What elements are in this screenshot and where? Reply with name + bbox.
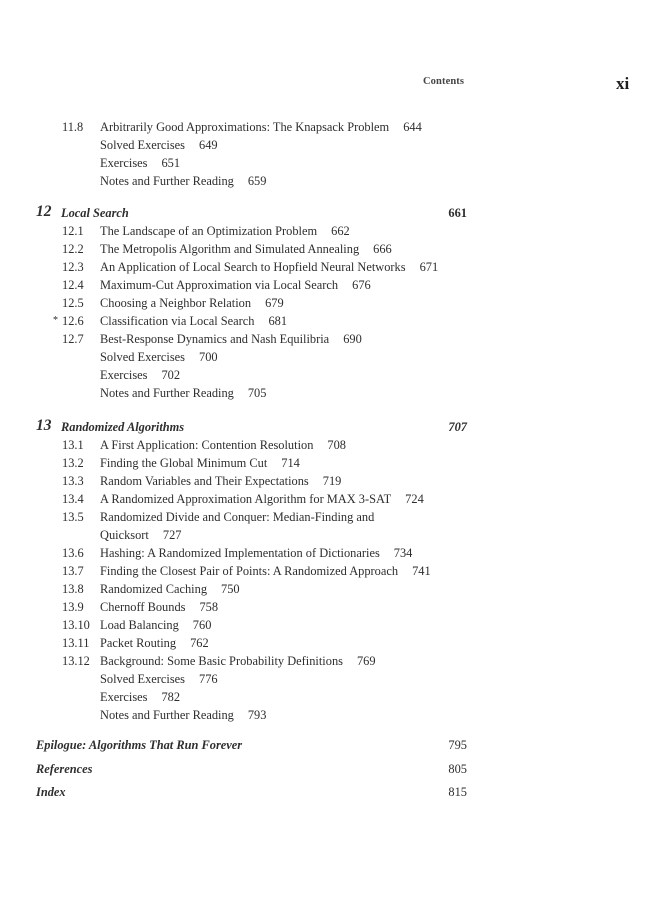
toc-section-13-12[interactable] <box>0 652 660 670</box>
optional-section-star-icon: * <box>53 315 58 326</box>
toc-section-13-7[interactable] <box>0 562 660 580</box>
extra-page: 793 <box>247 708 267 722</box>
chapter-title: Local Search <box>61 206 129 220</box>
toc-section-12-6[interactable] <box>0 312 660 330</box>
extra-page: 776 <box>199 672 218 686</box>
backmatter-page: 805 <box>448 762 467 776</box>
section-number: 12.6 <box>62 314 84 328</box>
running-head <box>0 74 660 94</box>
toc-section-12-1[interactable] <box>0 222 660 240</box>
section-page: 762 <box>190 636 209 650</box>
section-title: Random Variables and Their Expectations <box>100 474 309 488</box>
section-page: 750 <box>221 582 240 596</box>
toc-section-13-5-cont[interactable] <box>0 526 660 544</box>
backmatter-page: 815 <box>448 785 467 799</box>
section-number: 12.1 <box>62 224 84 238</box>
toc-exercises-11[interactable] <box>0 154 660 172</box>
running-head-title: Contents <box>423 76 465 87</box>
backmatter-title: Index <box>36 785 66 799</box>
section-title: Best-Response Dynamics and Nash Equilibria <box>100 332 330 346</box>
toc-solved-exercises-13[interactable] <box>0 670 660 688</box>
section-page: 741 <box>412 564 431 578</box>
toc-solved-exercises-12[interactable] <box>0 348 660 366</box>
section-title: A First Application: Contention Resolution <box>100 438 314 452</box>
extra-title: Solved Exercises <box>100 138 185 152</box>
extra-page: 705 <box>247 386 267 400</box>
toc-section-12-7[interactable] <box>0 330 660 348</box>
extra-title: Exercises <box>100 156 148 170</box>
chapter-number: 13 <box>36 417 52 434</box>
toc-solved-exercises-11[interactable] <box>0 136 660 154</box>
section-page: 714 <box>281 456 300 470</box>
toc-section-13-8[interactable] <box>0 580 660 598</box>
toc-section-13-5[interactable] <box>0 508 660 526</box>
section-title: Classification via Local Search <box>100 314 255 328</box>
section-number: 13.7 <box>62 564 84 578</box>
section-page: 679 <box>265 296 284 310</box>
toc-section-13-1[interactable] <box>0 436 660 454</box>
section-title: A Randomized Approximation Algorithm for MAX 3-SAT <box>100 492 392 506</box>
extra-title: Exercises <box>100 690 148 704</box>
toc-section-13-2[interactable] <box>0 454 660 472</box>
section-title: Hashing: A Randomized Implementation of Dictionaries <box>100 546 380 560</box>
backmatter-title: References <box>36 762 93 776</box>
section-title: The Landscape of an Optimization Problem <box>100 224 318 238</box>
section-number: 12.2 <box>62 242 84 256</box>
section-number: 12.7 <box>62 332 84 346</box>
section-title: Finding the Global Minimum Cut <box>100 456 268 470</box>
section-number: 11.8 <box>62 120 84 134</box>
section-title: The Metropolis Algorithm and Simulated Annealing <box>100 242 360 256</box>
toc-section-12-5[interactable] <box>0 294 660 312</box>
backmatter-title: Epilogue: Algorithms That Run Forever <box>36 738 243 752</box>
section-page: 719 <box>322 474 342 488</box>
section-page: 724 <box>405 492 424 506</box>
section-number: 13.2 <box>62 456 84 470</box>
toc-section-12-3[interactable] <box>0 258 660 276</box>
section-title: Arbitrarily Good Approximations: The Knapsack Problem <box>100 120 390 134</box>
section-number: 13.4 <box>62 492 84 506</box>
toc-chapter-13[interactable] <box>0 418 660 436</box>
toc-notes-11[interactable] <box>0 172 660 190</box>
section-number: 12.3 <box>62 260 84 274</box>
section-page: 758 <box>199 600 219 614</box>
section-title: An Application of Local Search to Hopfield Neural Networks <box>100 260 406 274</box>
section-page: 681 <box>268 314 288 328</box>
section-number: 13.12 <box>62 654 90 668</box>
section-title: Packet Routing <box>100 636 177 650</box>
extra-title: Notes and Further Reading <box>100 708 234 722</box>
section-title: Choosing a Neighbor Relation <box>100 296 252 310</box>
toc-section-13-3[interactable] <box>0 472 660 490</box>
toc-chapter-12[interactable] <box>0 204 660 222</box>
extra-title: Solved Exercises <box>100 672 185 686</box>
toc-section-13-6[interactable] <box>0 544 660 562</box>
toc-section-12-2[interactable] <box>0 240 660 258</box>
section-title: Background: Some Basic Probability Definitions <box>100 654 343 668</box>
section-page: 760 <box>192 618 212 632</box>
extra-page: 651 <box>161 156 181 170</box>
toc-epilogue[interactable] <box>0 736 660 754</box>
extra-page: 782 <box>161 690 181 704</box>
extra-title: Notes and Further Reading <box>100 386 234 400</box>
toc-notes-13[interactable] <box>0 706 660 724</box>
section-page: 727 <box>162 528 182 542</box>
chapter-number: 12 <box>36 203 52 220</box>
section-page: 644 <box>403 120 422 134</box>
toc-section-13-9[interactable] <box>0 598 660 616</box>
section-number: 12.5 <box>62 296 84 310</box>
section-page: 734 <box>393 546 413 560</box>
section-number: 13.11 <box>62 636 90 650</box>
section-number: 13.9 <box>62 600 84 614</box>
chapter-page: 661 <box>448 206 467 220</box>
section-page: 690 <box>343 332 362 346</box>
section-number: 13.3 <box>62 474 84 488</box>
section-title: Finding the Closest Pair of Points: A Randomized Approach <box>100 564 399 578</box>
section-page: 769 <box>356 654 376 668</box>
toc-section-12-4[interactable] <box>0 276 660 294</box>
toc-exercises-12[interactable] <box>0 366 660 384</box>
chapter-title: Randomized Algorithms <box>61 420 185 434</box>
toc-exercises-13[interactable] <box>0 688 660 706</box>
section-page: 671 <box>419 260 439 274</box>
extra-title: Exercises <box>100 368 148 382</box>
section-number: 13.6 <box>62 546 84 560</box>
section-title: Randomized Caching <box>100 582 208 596</box>
toc-section-11-8[interactable] <box>0 118 660 136</box>
section-page: 666 <box>373 242 392 256</box>
extra-page: 649 <box>199 138 218 152</box>
section-number: 12.4 <box>62 278 84 292</box>
toc-section-13-4[interactable] <box>0 490 660 508</box>
toc-index[interactable] <box>0 783 660 801</box>
toc-section-13-11[interactable] <box>0 634 660 652</box>
extra-title: Notes and Further Reading <box>100 174 234 188</box>
backmatter-page: 795 <box>448 738 467 752</box>
section-number: 13.8 <box>62 582 84 596</box>
section-number: 13.10 <box>62 618 90 632</box>
section-number: 13.1 <box>62 438 84 452</box>
chapter-page: 707 <box>448 420 467 434</box>
section-title: Randomized Divide and Conquer: Median-Finding and <box>100 510 375 524</box>
extra-title: Solved Exercises <box>100 350 185 364</box>
extra-page: 700 <box>199 350 218 364</box>
toc-references[interactable] <box>0 760 660 778</box>
section-page: 676 <box>352 278 371 292</box>
extra-page: 702 <box>161 368 181 382</box>
page-number: xi <box>616 74 630 93</box>
section-page: 708 <box>327 438 346 452</box>
section-number: 13.5 <box>62 510 84 524</box>
toc-section-13-10[interactable] <box>0 616 660 634</box>
section-page: 662 <box>331 224 350 238</box>
toc-notes-12[interactable] <box>0 384 660 402</box>
extra-page: 659 <box>247 174 267 188</box>
section-title: Load Balancing <box>100 618 179 632</box>
section-title-continued: Quicksort <box>100 528 149 542</box>
section-title: Chernoff Bounds <box>100 600 186 614</box>
section-title: Maximum-Cut Approximation via Local Search <box>100 278 339 292</box>
